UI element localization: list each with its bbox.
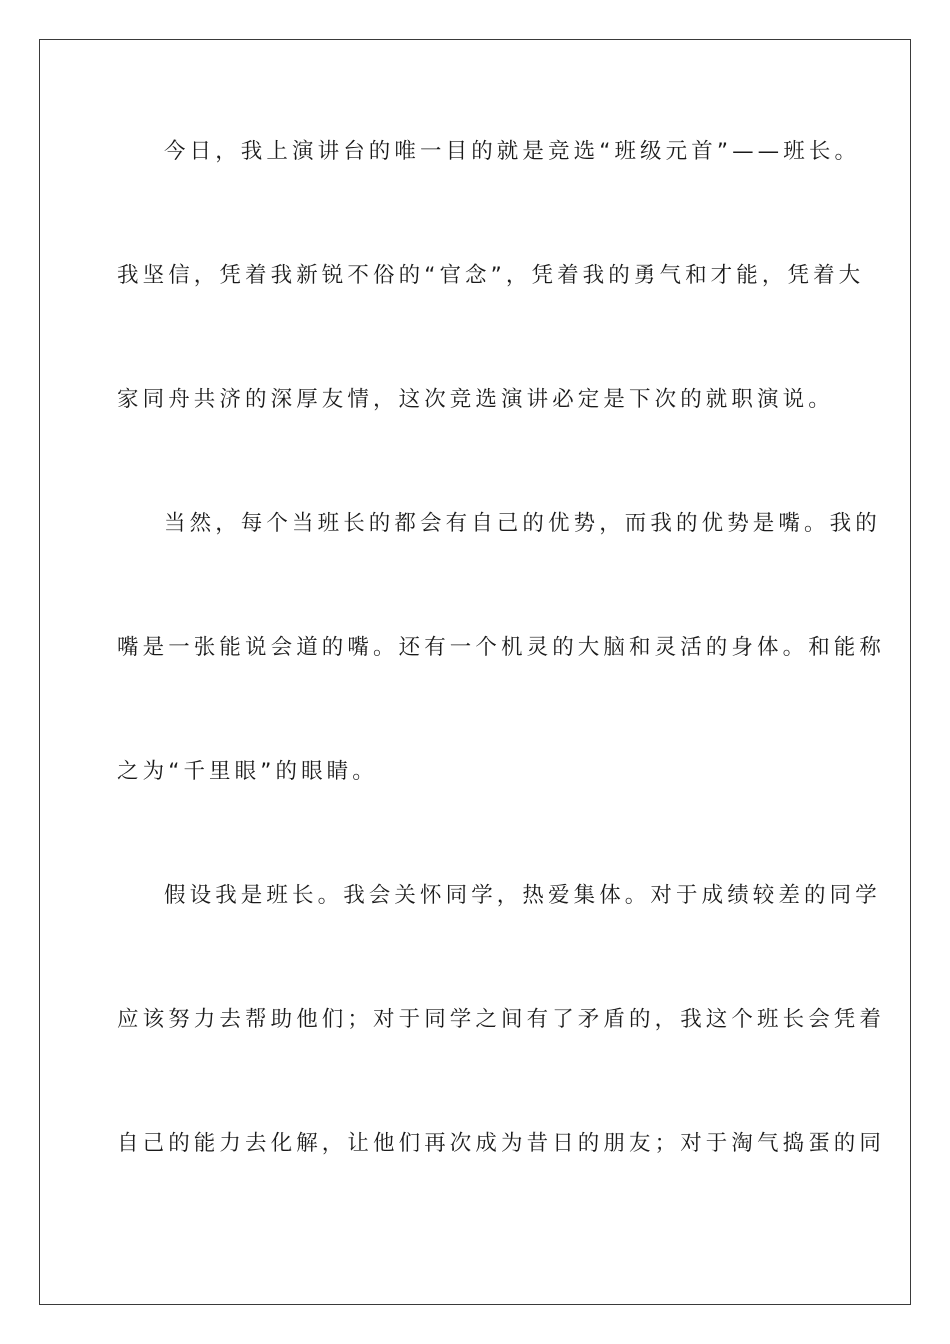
paragraph-2-line-2: 嘴是一张能说会道的嘴。还有一个机灵的大脑和灵活的身体。和能称 xyxy=(117,635,886,660)
paragraph-3-line-3: 自己的能力去化解，让他们再次成为昔日的朋友；对于淘气捣蛋的同 xyxy=(117,1131,886,1156)
paragraph-2-line-1: 当然，每个当班长的都会有自己的优势，而我的优势是嘴。我的 xyxy=(164,511,881,536)
page-border xyxy=(39,39,911,1305)
paragraph-3-line-2: 应该努力去帮助他们；对于同学之间有了矛盾的，我这个班长会凭着 xyxy=(117,1007,886,1032)
paragraph-1-line-2: 我坚信，凭着我新锐不俗的“官念”，凭着我的勇气和才能，凭着大 xyxy=(117,263,865,288)
paragraph-3-line-1: 假设我是班长。我会关怀同学，热爱集体。对于成绩较差的同学 xyxy=(164,883,881,908)
paragraph-1-line-1: 今日，我上演讲台的唯一目的就是竞选“班级元首”——班长。 xyxy=(164,139,861,164)
paragraph-1-line-3: 家同舟共济的深厚友情，这次竞选演讲必定是下次的就职演说。 xyxy=(117,387,834,412)
paragraph-2-line-3: 之为“千里眼”的眼睛。 xyxy=(117,759,378,784)
